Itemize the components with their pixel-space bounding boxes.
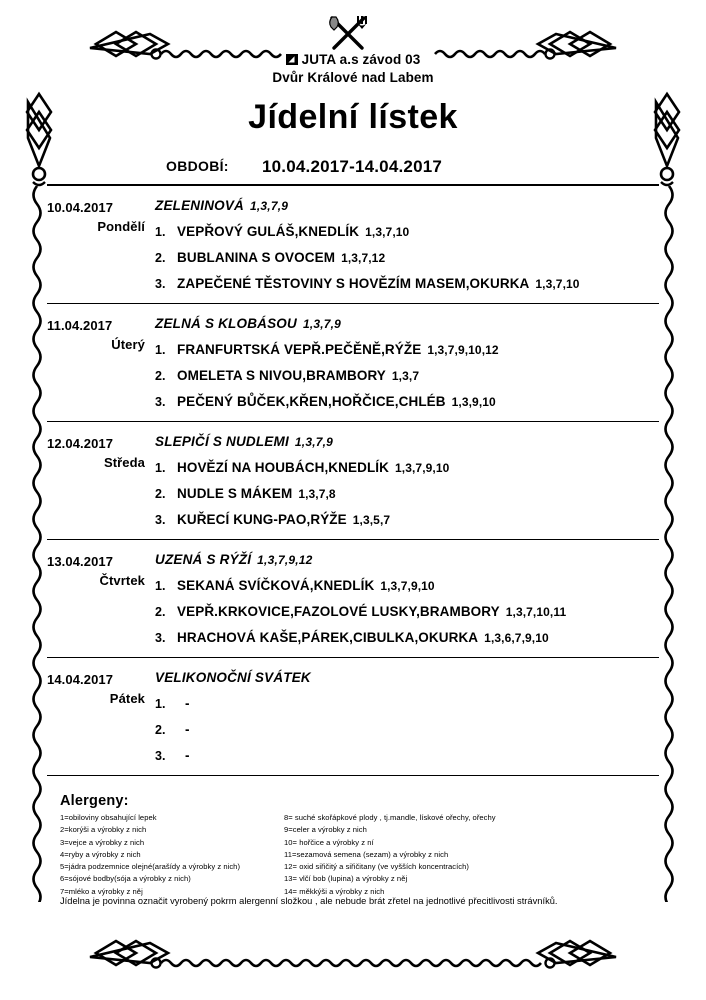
soup-row <box>155 670 659 685</box>
course-name: - <box>185 748 190 763</box>
allergen-item: 5=jádra podzemnice olejné(arašídy a výrobky z nich) <box>60 862 241 872</box>
day-items <box>155 316 659 409</box>
course-number: 1. <box>155 461 166 475</box>
day-items <box>155 198 659 291</box>
course-name: - <box>185 722 190 737</box>
course-row <box>155 368 659 383</box>
day-date: 12.04.2017 <box>47 436 114 451</box>
course-allergens: 1,3,7 <box>391 369 420 383</box>
day-items <box>155 434 659 527</box>
course-row <box>155 604 659 619</box>
day-weekday: Středa <box>103 455 145 470</box>
day-date-column <box>47 554 145 588</box>
course-allergens: 1,3,5,7 <box>352 513 391 527</box>
allergen-item: 13= vlčí bob (lupina) a výrobky z něj <box>284 874 408 884</box>
course-name: KUŘECÍ KUNG-PAO,RÝŽE <box>177 512 347 527</box>
course-name: ZAPEČENÉ TĚSTOVINY S HOVĚZÍM MASEM,OKURKA <box>177 276 530 291</box>
allergen-item: 12= oxid siřičitý a siřičitany (ve vyšších koncentracích) <box>284 862 469 872</box>
day-date: 14.04.2017 <box>47 672 114 687</box>
course-name: VEPŘ.KRKOVICE,FAZOLOVÉ LUSKY,BRAMBORY <box>177 604 500 619</box>
soup-name: VELIKONOČNÍ SVÁTEK <box>155 670 311 685</box>
company-city-text: Dvůr Králové nad Labem <box>272 69 434 85</box>
course-name: NUDLE S MÁKEM <box>177 486 293 501</box>
course-row <box>155 578 659 593</box>
company-name-line <box>286 52 421 68</box>
allergens-left-column <box>60 812 280 898</box>
soup-row <box>155 198 659 213</box>
course-allergens: 1,3,7,10 <box>365 225 410 239</box>
course-row <box>155 696 659 711</box>
period-value: 10.04.2017-14.04.2017 <box>262 157 443 176</box>
soup-name: SLEPIČÍ S NUDLEMI <box>155 434 289 449</box>
course-name: PEČENÝ BŮČEK,KŘEN,HOŘČICE,CHLÉB <box>177 394 446 409</box>
course-number: 1. <box>155 697 166 711</box>
allergen-item: 8= suché skořápkové plody , tj.mandle, lískové ořechy, ořechy <box>284 813 496 822</box>
day-weekday: Úterý <box>111 337 145 352</box>
menu-table <box>47 184 659 776</box>
soup-allergens: 1,3,7,9 <box>302 317 342 331</box>
day-date: 10.04.2017 <box>47 200 114 215</box>
course-name: HRACHOVÁ KAŠE,PÁREK,CIBULKA,OKURKA <box>177 630 479 645</box>
left-border-wave <box>30 186 44 902</box>
soup-row <box>155 316 659 331</box>
course-row <box>155 250 659 265</box>
allergen-item: 10= hořčice a výrobky z ní <box>284 837 374 847</box>
course-name: HOVĚZÍ NA HOUBÁCH,KNEDLÍK <box>177 460 390 475</box>
course-row <box>155 748 659 763</box>
day-date-column <box>47 672 145 706</box>
allergen-item: 3=vejce a výrobky z nich <box>60 837 145 847</box>
day-block <box>47 304 659 422</box>
allergen-item: 9=celer a výrobky z nich <box>284 825 367 835</box>
day-block <box>47 658 659 776</box>
course-row <box>155 224 659 239</box>
right-border-wave <box>662 186 676 902</box>
course-allergens: 1,3,7,9,10 <box>395 461 450 475</box>
course-number: 2. <box>155 251 166 265</box>
course-allergens: 1,3,7,8 <box>298 487 336 501</box>
allergen-item: 7=mléko a výrobky z něj <box>60 886 143 896</box>
course-number: 1. <box>155 225 166 239</box>
allergen-item: 1=obiloviny obsahující lepek <box>60 813 157 822</box>
fork-knife-crossed-icon <box>318 14 378 54</box>
course-number: 3. <box>155 631 166 645</box>
juta-logo-mark-icon <box>286 54 298 65</box>
allergen-item: 14= měkkýši a výrobky z nich <box>284 886 385 896</box>
company-header <box>0 50 706 86</box>
course-number: 2. <box>155 369 166 383</box>
allergens-right-column <box>280 812 614 898</box>
allergen-item: 11=sezamová semena (sezam) a výrobky z nich <box>284 849 449 859</box>
day-block <box>47 422 659 540</box>
soup-allergens: 1,3,7,9 <box>294 435 334 449</box>
course-allergens: 1,3,7,9,10,12 <box>427 343 499 357</box>
course-allergens: 1,3,7,10 <box>535 277 580 291</box>
day-items <box>155 552 659 645</box>
course-name: FRANFURTSKÁ VEPŘ.PEČĚNĚ,RÝŽE <box>177 342 422 357</box>
soup-row <box>155 552 659 567</box>
course-row <box>155 342 659 357</box>
course-row <box>155 722 659 737</box>
soup-name: UZENÁ S RÝŽÍ <box>155 552 252 567</box>
bottom-divider-ornament <box>0 928 706 978</box>
period-row <box>0 158 706 182</box>
course-number: 2. <box>155 723 166 737</box>
allergen-item: 6=sójové bodby(sója a výrobky z nich) <box>60 874 191 884</box>
day-date-column <box>47 200 145 234</box>
day-weekday: Pátek <box>109 691 145 706</box>
day-date-column <box>47 318 145 352</box>
course-name: OMELETA S NIVOU,BRAMBORY <box>177 368 386 383</box>
period-label: OBDOBÍ: <box>166 158 229 174</box>
allergens-columns <box>60 812 660 898</box>
course-number: 1. <box>155 343 166 357</box>
course-row <box>155 460 659 475</box>
page-title: Jídelní lístek <box>248 98 458 136</box>
course-allergens: 1,3,7,9,10 <box>380 579 435 593</box>
course-row <box>155 276 659 291</box>
day-date-column <box>47 436 145 470</box>
course-number: 1. <box>155 579 166 593</box>
course-allergens: 1,3,7,10,11 <box>505 605 567 619</box>
allergen-disclaimer: Jídelna je povinna označit vyrobený pokrm alergenní složkou , ale nebude brát zřetel na jednotlivé přecitlivosti strávníků. <box>60 896 558 906</box>
company-name-text: JUTA a.s závod 03 <box>301 52 421 67</box>
course-row <box>155 512 659 527</box>
course-number: 3. <box>155 513 166 527</box>
soup-row <box>155 434 659 449</box>
day-block <box>47 186 659 304</box>
course-row <box>155 486 659 501</box>
course-allergens: 1,3,9,10 <box>451 395 496 409</box>
soup-name: ZELENINOVÁ <box>155 198 245 213</box>
allergens-title: Alergeny: <box>60 793 129 809</box>
allergen-item: 2=korýši a výrobky z nich <box>60 825 147 835</box>
course-number: 2. <box>155 487 166 501</box>
course-name: - <box>185 696 190 711</box>
soup-allergens: 1,3,7,9,12 <box>257 553 313 567</box>
course-number: 3. <box>155 395 166 409</box>
day-weekday: Pondělí <box>97 219 145 234</box>
day-weekday: Čtvrtek <box>99 573 145 588</box>
course-row <box>155 630 659 645</box>
day-date: 13.04.2017 <box>47 554 114 569</box>
day-items <box>155 670 659 763</box>
course-number: 3. <box>155 277 166 291</box>
allergens-section <box>60 793 660 898</box>
course-allergens: 1,3,7,12 <box>341 251 386 265</box>
day-date: 11.04.2017 <box>47 318 113 333</box>
course-number: 3. <box>155 749 166 763</box>
course-row <box>155 394 659 409</box>
soup-allergens: 1,3,7,9 <box>250 199 289 213</box>
course-number: 2. <box>155 605 166 619</box>
course-name: SEKANÁ SVÍČKOVÁ,KNEDLÍK <box>177 578 375 593</box>
soup-name: ZELNÁ S KLOBÁSOU <box>155 316 297 331</box>
course-name: BUBLANINA S OVOCEM <box>177 250 336 265</box>
course-name: VEPŘOVÝ GULÁŠ,KNEDLÍK <box>177 224 360 239</box>
course-allergens: 1,3,6,7,9,10 <box>484 631 549 645</box>
allergen-item: 4=ryby a výrobky z nich <box>60 849 141 859</box>
day-block <box>47 540 659 658</box>
